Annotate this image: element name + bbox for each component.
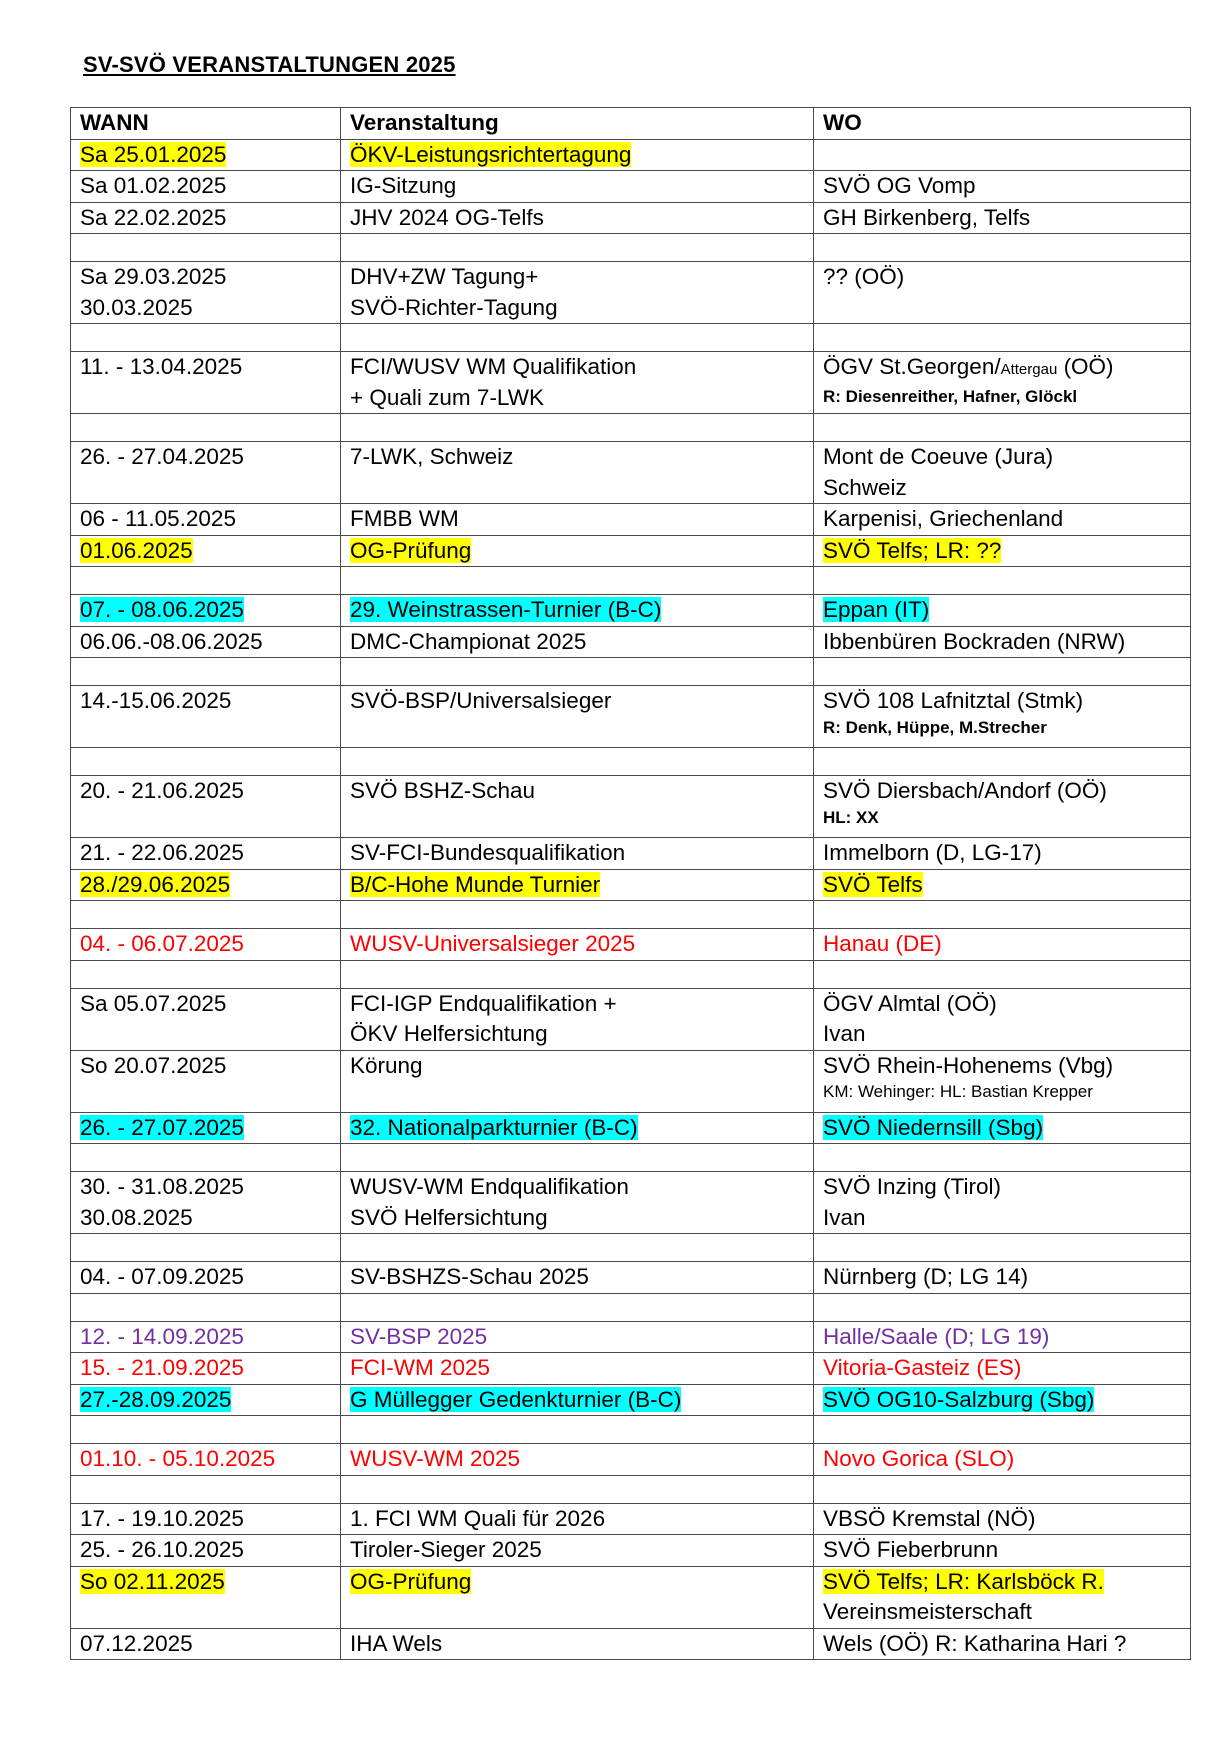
cell-when	[71, 838, 341, 870]
date-text: 15. - 21.09.2025	[80, 1355, 244, 1380]
event-row	[71, 262, 1191, 324]
cell-where	[814, 262, 1191, 324]
event-text: WUSV-WM Endqualifikation	[350, 1174, 629, 1199]
event-row	[71, 988, 1191, 1050]
cell-where	[814, 171, 1191, 203]
location-text: Karpenisi, Griechenland	[823, 506, 1064, 531]
cell-event	[341, 1050, 814, 1112]
location-text: SVÖ Telfs	[823, 871, 923, 897]
empty-cell	[71, 567, 341, 595]
spacer-row	[71, 960, 1191, 988]
location-text: SVÖ Telfs; LR: ??	[823, 537, 1002, 563]
date-text: 20. - 21.06.2025	[80, 778, 244, 803]
date-text: Sa 25.01.2025	[80, 141, 227, 167]
date-text: 25. - 26.10.2025	[80, 1537, 244, 1562]
empty-cell	[814, 324, 1191, 352]
event-row	[71, 442, 1191, 504]
cell-where	[814, 1172, 1191, 1234]
event-text: ÖKV-Leistungsrichtertagung	[350, 141, 632, 167]
date-text: 26. - 27.04.2025	[80, 444, 244, 469]
location-text: Nürnberg (D; LG 14)	[823, 1264, 1029, 1289]
cell-event	[341, 838, 814, 870]
empty-cell	[814, 748, 1191, 776]
location-text: Novo Gorica (SLO)	[823, 1446, 1015, 1471]
location-text: SVÖ Fieberbrunn	[823, 1537, 999, 1562]
empty-cell	[71, 901, 341, 929]
cell-event	[341, 504, 814, 536]
event-row	[71, 1628, 1191, 1660]
cell-when	[71, 1112, 341, 1144]
date-text: 30.08.2025	[80, 1204, 193, 1230]
location-text: SVÖ Telfs; LR: Karlsböck R.	[823, 1568, 1104, 1594]
cell-when	[71, 1172, 341, 1234]
event-text: B/C-Hohe Munde Turnier	[350, 871, 601, 897]
location-text: VBSÖ Kremstal (NÖ)	[823, 1505, 1036, 1531]
cell-event	[341, 988, 814, 1050]
date-text: 12. - 14.09.2025	[80, 1323, 244, 1349]
event-text: 29. Weinstrassen-Turnier (B-C)	[350, 597, 662, 622]
location-text: Eppan (IT)	[823, 597, 930, 622]
event-text: JHV 2024 OG-Telfs	[350, 204, 544, 230]
date-text: 21. - 22.06.2025	[80, 840, 244, 865]
empty-cell	[341, 1475, 814, 1503]
event-text: SVÖ Helfersichtung	[350, 1204, 548, 1230]
cell-when	[71, 202, 341, 234]
spacer-row	[71, 324, 1191, 352]
cell-where	[814, 626, 1191, 658]
empty-cell	[71, 748, 341, 776]
event-text: ÖKV Helfersichtung	[350, 1021, 548, 1046]
event-row	[71, 1321, 1191, 1353]
cell-where	[814, 1628, 1191, 1660]
date-text: 26. - 27.07.2025	[80, 1114, 244, 1140]
empty-cell	[341, 901, 814, 929]
cell-event	[341, 595, 814, 627]
cell-event	[341, 1503, 814, 1535]
date-text: 30. - 31.08.2025	[80, 1174, 244, 1199]
empty-cell	[71, 1475, 341, 1503]
cell-where	[814, 1262, 1191, 1294]
empty-cell	[341, 234, 814, 262]
location-text: Wels (OÖ) R: Katharina Hari ?	[823, 1630, 1127, 1656]
cell-event	[341, 1353, 814, 1385]
empty-cell	[814, 1144, 1191, 1172]
empty-cell	[71, 234, 341, 262]
event-row	[71, 1384, 1191, 1416]
event-text: FCI-IGP Endqualifikation +	[350, 990, 617, 1016]
empty-cell	[341, 1144, 814, 1172]
cell-event	[341, 202, 814, 234]
location-text: SVÖ Diersbach/Andorf (OÖ)	[823, 778, 1107, 803]
date-text: So 20.07.2025	[80, 1052, 227, 1078]
date-text: 28./29.06.2025	[80, 871, 231, 897]
empty-cell	[814, 1234, 1191, 1262]
empty-cell	[814, 658, 1191, 686]
date-text: So 02.11.2025	[80, 1568, 225, 1594]
empty-cell	[341, 567, 814, 595]
event-text: Körung	[350, 1052, 423, 1078]
event-row	[71, 1050, 1191, 1112]
cell-event	[341, 1444, 814, 1476]
event-text: + Quali zum 7-LWK	[350, 384, 545, 410]
location-text: Immelborn (D, LG-17)	[823, 840, 1042, 865]
cell-where	[814, 988, 1191, 1050]
empty-cell	[71, 1234, 341, 1262]
event-text: IHA Wels	[350, 1630, 443, 1656]
spacer-row	[71, 414, 1191, 442]
event-row	[71, 838, 1191, 870]
spacer-row	[71, 1144, 1191, 1172]
location-note: R: Diesenreither, Hafner, Glöckl	[823, 386, 1078, 406]
empty-cell	[341, 1416, 814, 1444]
location-text: SVÖ OG10-Salzburg (Sbg)	[823, 1386, 1095, 1412]
cell-when	[71, 1321, 341, 1353]
location-text: SVÖ Inzing (Tirol)	[823, 1174, 1001, 1199]
cell-where	[814, 1353, 1191, 1385]
location-text: ?? (OÖ)	[823, 264, 905, 289]
event-text: SVÖ-Richter-Tagung	[350, 294, 558, 320]
cell-event	[341, 776, 814, 838]
empty-cell	[341, 1234, 814, 1262]
date-text: Sa 05.07.2025	[80, 990, 227, 1016]
location-text: Halle/Saale (D; LG 19)	[823, 1323, 1050, 1349]
event-row	[71, 535, 1191, 567]
location-text: Mont de Coeuve (Jura)	[823, 444, 1054, 469]
cell-where	[814, 1535, 1191, 1567]
empty-cell	[71, 414, 341, 442]
spacer-row	[71, 1234, 1191, 1262]
event-text: FCI-WM 2025	[350, 1355, 491, 1380]
date-text: 17. - 19.10.2025	[80, 1505, 244, 1531]
header-where: WO	[814, 108, 1191, 140]
cell-when	[71, 139, 341, 171]
cell-event	[341, 626, 814, 658]
event-row	[71, 686, 1191, 748]
empty-cell	[71, 658, 341, 686]
location-text: ÖGV Almtal (OÖ)	[823, 990, 997, 1016]
cell-where	[814, 929, 1191, 961]
cell-event	[341, 1172, 814, 1234]
event-row	[71, 1172, 1191, 1234]
spacer-row	[71, 658, 1191, 686]
event-row	[71, 1535, 1191, 1567]
cell-when	[71, 1353, 341, 1385]
cell-when	[71, 1262, 341, 1294]
cell-where	[814, 1566, 1191, 1628]
date-text: Sa 01.02.2025	[80, 173, 227, 198]
cell-where	[814, 504, 1191, 536]
event-text: Tiroler-Sieger 2025	[350, 1537, 542, 1562]
cell-when	[71, 535, 341, 567]
table-header-row	[71, 108, 1191, 140]
event-text: SV-FCI-Bundesqualifikation	[350, 840, 626, 865]
event-row	[71, 352, 1191, 414]
location-note: R: Denk, Hüppe, M.Strecher	[823, 717, 1047, 737]
event-row	[71, 504, 1191, 536]
event-text: DMC-Championat 2025	[350, 628, 587, 654]
cell-when	[71, 1503, 341, 1535]
cell-when	[71, 504, 341, 536]
empty-cell	[71, 1144, 341, 1172]
date-text: 07. - 08.06.2025	[80, 597, 244, 622]
location-text: Ivan	[823, 1021, 866, 1046]
date-text: 14.-15.06.2025	[80, 688, 232, 713]
date-text: 04. - 07.09.2025	[80, 1264, 244, 1289]
location-text: ÖGV St.Georgen/Attergau (OÖ)	[823, 354, 1114, 379]
empty-cell	[341, 748, 814, 776]
cell-when	[71, 929, 341, 961]
empty-cell	[814, 414, 1191, 442]
cell-event	[341, 171, 814, 203]
cell-where	[814, 595, 1191, 627]
location-text: Schweiz	[823, 474, 907, 500]
event-row	[71, 171, 1191, 203]
cell-where	[814, 1321, 1191, 1353]
location-text: Ibbenbüren Bockraden (NRW)	[823, 628, 1126, 654]
location-sub-label: Attergau	[1000, 361, 1058, 378]
cell-event	[341, 1321, 814, 1353]
cell-when	[71, 442, 341, 504]
date-text: Sa 22.02.2025	[80, 204, 227, 230]
event-row	[71, 1353, 1191, 1385]
cell-when	[71, 262, 341, 324]
cell-event	[341, 442, 814, 504]
location-text: Vereinsmeisterschaft	[823, 1599, 1032, 1624]
header-event: Veranstaltung	[341, 108, 814, 140]
event-text: OG-Prüfung	[350, 1568, 472, 1594]
spacer-row	[71, 748, 1191, 776]
date-text: 11. - 13.04.2025	[80, 354, 243, 379]
empty-cell	[71, 324, 341, 352]
cell-event	[341, 869, 814, 901]
location-note: HL: XX	[823, 807, 879, 827]
event-text: OG-Prüfung	[350, 537, 472, 563]
event-row	[71, 595, 1191, 627]
empty-cell	[341, 324, 814, 352]
cell-when	[71, 1535, 341, 1567]
event-row	[71, 776, 1191, 838]
empty-cell	[341, 960, 814, 988]
event-text: G Müllegger Gedenkturnier (B-C)	[350, 1386, 682, 1412]
location-text: SVÖ 108 Lafnitztal (Stmk)	[823, 688, 1084, 713]
event-row	[71, 139, 1191, 171]
event-text: FMBB WM	[350, 506, 459, 531]
date-text: 06 - 11.05.2025	[80, 506, 236, 531]
cell-where	[814, 776, 1191, 838]
empty-cell	[71, 960, 341, 988]
event-text: FCI/WUSV WM Qualifikation	[350, 354, 637, 379]
cell-event	[341, 1384, 814, 1416]
cell-when	[71, 776, 341, 838]
cell-when	[71, 686, 341, 748]
event-row	[71, 1503, 1191, 1535]
empty-cell	[71, 1416, 341, 1444]
date-text: 01.10. - 05.10.2025	[80, 1446, 276, 1471]
cell-event	[341, 352, 814, 414]
event-text: 1. FCI WM Quali für 2026	[350, 1505, 606, 1531]
empty-cell	[814, 1293, 1191, 1321]
spacer-row	[71, 1475, 1191, 1503]
cell-when	[71, 869, 341, 901]
cell-when	[71, 1050, 341, 1112]
cell-event	[341, 686, 814, 748]
event-row	[71, 869, 1191, 901]
spacer-row	[71, 234, 1191, 262]
cell-event	[341, 929, 814, 961]
empty-cell	[71, 1293, 341, 1321]
cell-where	[814, 352, 1191, 414]
event-row	[71, 929, 1191, 961]
cell-when	[71, 1566, 341, 1628]
location-text: Vitoria-Gasteiz (ES)	[823, 1355, 1022, 1380]
cell-event	[341, 1628, 814, 1660]
date-text: 30.03.2025	[80, 294, 193, 320]
event-text: IG-Sitzung	[350, 173, 457, 198]
empty-cell	[814, 1475, 1191, 1503]
cell-where	[814, 202, 1191, 234]
empty-cell	[341, 1293, 814, 1321]
empty-cell	[814, 567, 1191, 595]
empty-cell	[341, 414, 814, 442]
empty-cell	[814, 1416, 1191, 1444]
cell-where	[814, 1503, 1191, 1535]
cell-event	[341, 262, 814, 324]
event-text: SVÖ BSHZ-Schau	[350, 778, 536, 803]
cell-where	[814, 1050, 1191, 1112]
page-title: SV-SVÖ VERANSTALTUNGEN 2025	[83, 52, 456, 77]
event-text: SVÖ-BSP/Universalsieger	[350, 688, 612, 713]
spacer-row	[71, 567, 1191, 595]
location-text: Ivan	[823, 1204, 866, 1230]
header-when: WANN	[71, 108, 341, 140]
location-text: SVÖ OG Vomp	[823, 173, 976, 198]
cell-event	[341, 535, 814, 567]
cell-event	[341, 139, 814, 171]
date-text: 27.-28.09.2025	[80, 1386, 232, 1412]
spacer-row	[71, 1416, 1191, 1444]
spacer-row	[71, 1293, 1191, 1321]
date-text: 04. - 06.07.2025	[80, 931, 244, 956]
cell-where	[814, 838, 1191, 870]
cell-when	[71, 1384, 341, 1416]
cell-when	[71, 352, 341, 414]
cell-where	[814, 1384, 1191, 1416]
cell-where	[814, 442, 1191, 504]
cell-event	[341, 1535, 814, 1567]
event-row	[71, 1566, 1191, 1628]
events-table	[70, 107, 1191, 1660]
event-text: 7-LWK, Schweiz	[350, 444, 514, 469]
empty-cell	[814, 234, 1191, 262]
cell-event	[341, 1112, 814, 1144]
date-text: 01.06.2025	[80, 537, 193, 563]
empty-cell	[814, 960, 1191, 988]
event-text: WUSV-Universalsieger 2025	[350, 931, 636, 956]
location-text: Hanau (DE)	[823, 931, 942, 956]
cell-when	[71, 1628, 341, 1660]
event-text: SV-BSHZS-Schau 2025	[350, 1264, 589, 1289]
cell-when	[71, 171, 341, 203]
date-text: 06.06.-08.06.2025	[80, 628, 263, 654]
location-note: KM: Wehinger: HL: Bastian Krepper	[823, 1082, 1093, 1101]
cell-event	[341, 1566, 814, 1628]
empty-cell	[341, 658, 814, 686]
cell-when	[71, 1444, 341, 1476]
date-text: 07.12.2025	[80, 1630, 193, 1656]
cell-where	[814, 686, 1191, 748]
cell-where	[814, 1444, 1191, 1476]
event-text: WUSV-WM 2025	[350, 1446, 521, 1471]
location-text: SVÖ Niedernsill (Sbg)	[823, 1114, 1044, 1140]
empty-cell	[814, 901, 1191, 929]
location-text: GH Birkenberg, Telfs	[823, 204, 1031, 230]
event-row	[71, 1444, 1191, 1476]
cell-where	[814, 535, 1191, 567]
event-text: 32. Nationalparkturnier (B-C)	[350, 1114, 638, 1140]
cell-where	[814, 869, 1191, 901]
date-text: Sa 29.03.2025	[80, 264, 227, 289]
cell-where	[814, 139, 1191, 171]
event-text: SV-BSP 2025	[350, 1323, 488, 1349]
cell-when	[71, 626, 341, 658]
event-text: DHV+ZW Tagung+	[350, 264, 539, 289]
cell-when	[71, 595, 341, 627]
table-body	[71, 139, 1191, 1660]
cell-event	[341, 1262, 814, 1294]
event-row	[71, 626, 1191, 658]
event-row	[71, 1262, 1191, 1294]
event-row	[71, 202, 1191, 234]
event-row	[71, 1112, 1191, 1144]
spacer-row	[71, 901, 1191, 929]
cell-when	[71, 988, 341, 1050]
location-text: SVÖ Rhein-Hohenems (Vbg)	[823, 1052, 1114, 1078]
cell-where	[814, 1112, 1191, 1144]
